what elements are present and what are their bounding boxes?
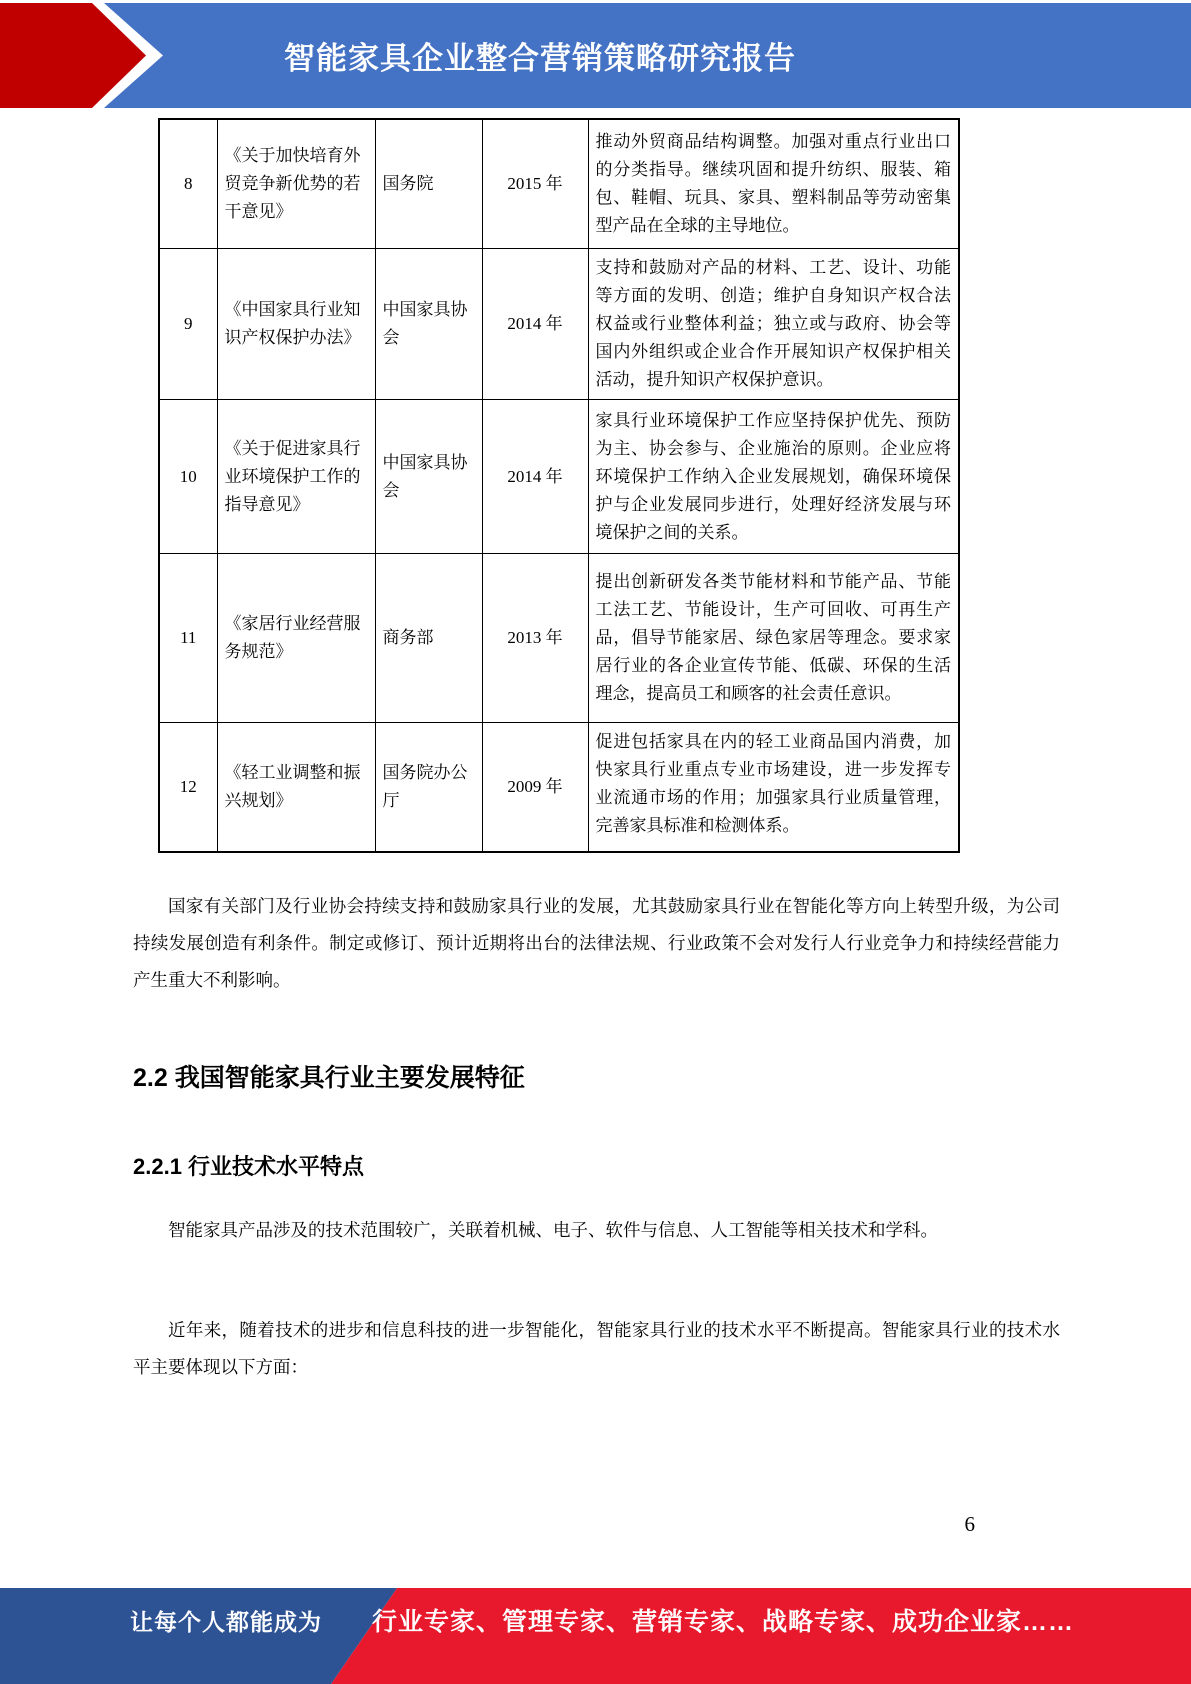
cell-number: 11: [159, 554, 217, 723]
cell-agency: 国务院办公厅: [375, 723, 482, 853]
cell-year: 2013 年: [482, 554, 588, 723]
cell-policy-title: 《关于加快培育外贸竞争新优势的若干意见》: [217, 119, 375, 249]
cell-policy-title: 《中国家具行业知识产权保护办法》: [217, 249, 375, 400]
cell-agency: 中国家具协会: [375, 249, 482, 400]
cell-year: 2015 年: [482, 119, 588, 249]
paragraph-policy-summary: 国家有关部门及行业协会持续支持和鼓励家具行业的发展，尤其鼓励家具行业在智能化等方向上转型升级，为公司持续发展创造有利条件。制定或修订、预计近期将出台的法律法规、行业政策不会对发行人行业竞争力和持续经营能力产生重大不利影响。: [133, 896, 1060, 990]
table-row: [159, 554, 959, 723]
cell-number: 10: [159, 400, 217, 554]
paragraph-tech-scope: 智能家具产品涉及的技术范围较广，关联着机械、电子、软件与信息、人工智能等相关技术和学科。: [168, 1220, 938, 1240]
table-row: [159, 723, 959, 853]
paragraph-tech-level: 近年来，随着技术的进步和信息科技的进一步智能化，智能家具行业的技术水平不断提高。智能家具行业的技术水平主要体现以下方面：: [133, 1320, 1060, 1377]
cell-agency: 国务院: [375, 119, 482, 249]
section-heading-2-2-1: 2.2.1 行业技术水平特点: [133, 1154, 365, 1179]
table-row: [159, 249, 959, 400]
cell-description: 支持和鼓励对产品的材料、工艺、设计、功能等方面的发明、创造；维护自身知识产权合法权益或行业整体利益；独立或与政府、协会等国内外组织或企业合作开展知识产权保护相关活动，提升知识产权保护意识。: [588, 249, 959, 400]
section-heading-2-2: 2.2 我国智能家具行业主要发展特征: [133, 1064, 525, 1092]
cell-number: 8: [159, 119, 217, 249]
cell-number: 12: [159, 723, 217, 853]
cell-description: 推动外贸商品结构调整。加强对重点行业出口的分类指导。继续巩固和提升纺织、服装、箱包、鞋帽、玩具、家具、塑料制品等劳动密集型产品在全球的主导地位。: [588, 119, 959, 249]
cell-agency: 商务部: [375, 554, 482, 723]
footer-banner: [0, 1588, 1191, 1684]
header-banner: [0, 3, 1191, 108]
cell-agency: 中国家具协会: [375, 400, 482, 554]
cell-year: 2009 年: [482, 723, 588, 853]
cell-description: 促进包括家具在内的轻工业商品国内消费，加快家具行业重点专业市场建设，进一步发挥专业流通市场的作用；加强家具行业质量管理，完善家具标准和检测体系。: [588, 723, 959, 853]
report-title: 智能家具企业整合营销策略研究报告: [284, 41, 796, 76]
page-number: 6: [964, 1512, 975, 1536]
policy-table: [158, 118, 960, 853]
cell-year: 2014 年: [482, 400, 588, 554]
cell-year: 2014 年: [482, 249, 588, 400]
footer-slogan-right: 行业专家、管理专家、营销专家、战略专家、成功企业家……: [372, 1608, 1075, 1636]
cell-policy-title: 《家居行业经营服务规范》: [217, 554, 375, 723]
cell-description: 提出创新研发各类节能材料和节能产品、节能工法工艺、节能设计，生产可回收、可再生产品，倡导节能家居、绿色家居等理念。要求家居行业的各企业宣传节能、低碳、环保的生活理念，提高员工和顾客的社会责任意识。: [588, 554, 959, 723]
table-row: [159, 119, 959, 249]
cell-description: 家具行业环境保护工作应坚持保护优先、预防为主、协会参与、企业施治的原则。企业应将环境保护工作纳入企业发展规划，确保环境保护与企业发展同步进行，处理好经济发展与环境保护之间的关系。: [588, 400, 959, 554]
cell-number: 9: [159, 249, 217, 400]
table-row: [159, 400, 959, 554]
footer-slogan-left: 让每个人都能成为: [130, 1609, 322, 1635]
cell-policy-title: 《轻工业调整和振兴规划》: [217, 723, 375, 853]
cell-policy-title: 《关于促进家具行业环境保护工作的指导意见》: [217, 400, 375, 554]
